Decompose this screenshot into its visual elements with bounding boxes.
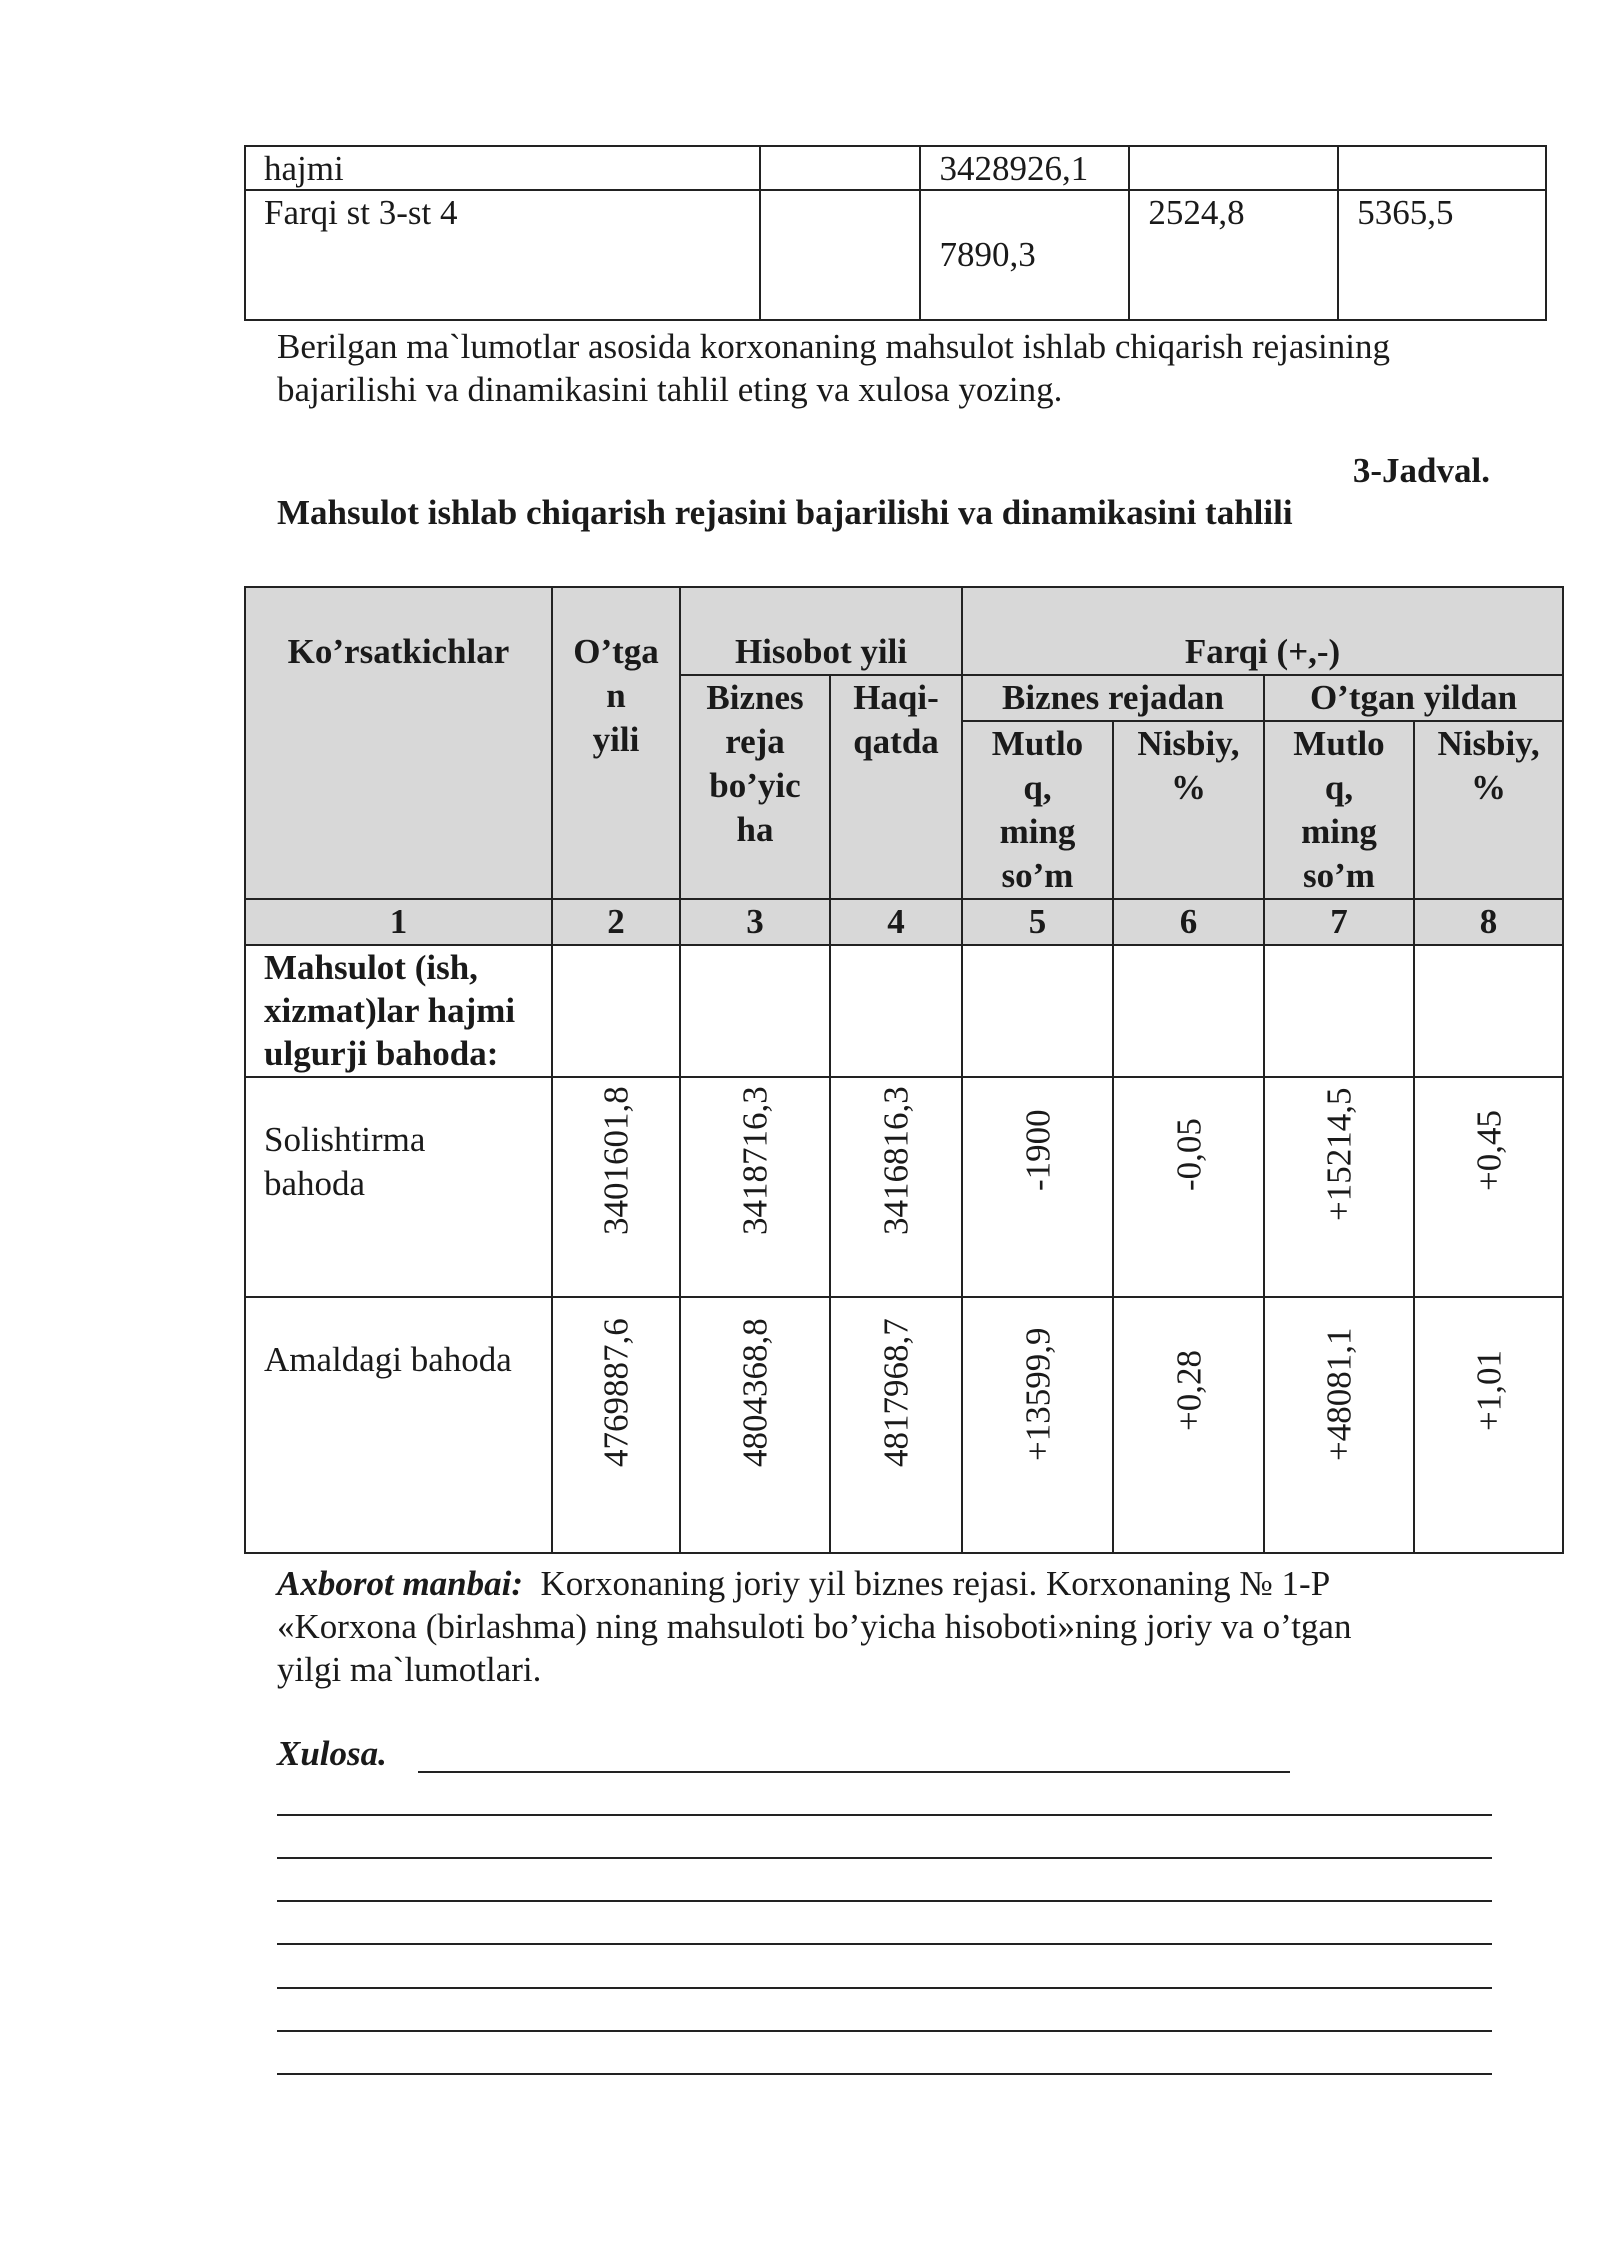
header-text-line: q, xyxy=(1023,768,1052,807)
table-row xyxy=(245,1297,1563,1553)
header-text-line: q, xyxy=(1324,768,1354,807)
value-cell xyxy=(1113,1077,1264,1297)
table-cell: 5365,5 xyxy=(1338,190,1546,320)
value-text: +0,45 xyxy=(1469,1110,1508,1191)
value-text: 3401601,8 xyxy=(596,1086,636,1235)
conclusion-line[interactable] xyxy=(277,1943,1492,1945)
table-title: Mahsulot ishlab chiqarish rejasini bajarilishi va dinamikasini tahlili xyxy=(277,493,1293,532)
conclusion-line[interactable] xyxy=(277,2073,1492,2075)
header-nisbiy xyxy=(1414,721,1563,899)
value-text: 3416816,3 xyxy=(876,1086,916,1235)
row-label-line: Solishtirma xyxy=(264,1120,426,1159)
header-text-line: bo’yic xyxy=(709,766,801,805)
value-cell xyxy=(1414,1297,1563,1553)
header-biznes-rejadan: Biznes rejadan xyxy=(962,675,1264,721)
header-text-line: Biznes xyxy=(706,678,804,717)
header-otgan-yili xyxy=(552,587,680,899)
table-label: 3-Jadval. xyxy=(1352,451,1490,490)
header-text-line: yili xyxy=(592,720,640,759)
table-cell xyxy=(552,945,680,1077)
value-cell xyxy=(1264,1077,1414,1297)
header-hisobot-yili: Hisobot yili xyxy=(680,587,962,675)
instruction-line: bajarilishi va dinamikasini tahlil eting va xulosa yozing. xyxy=(277,370,1063,409)
value-cell xyxy=(830,1077,962,1297)
table-cell xyxy=(1264,945,1414,1077)
conclusion-line[interactable] xyxy=(277,1814,1492,1816)
section-label-line: ulgurji bahoda: xyxy=(264,1034,499,1073)
instruction-paragraph xyxy=(277,325,1527,411)
header-text-line: Mutlo xyxy=(1293,724,1385,763)
header-text-line: Mutlo xyxy=(991,724,1084,763)
value-cell xyxy=(1414,1077,1563,1297)
header-nisbiy xyxy=(1113,721,1264,899)
header-text-line: O’tga xyxy=(573,632,659,671)
source-label: Axborot manbai: xyxy=(277,1564,524,1603)
header-haqiqatda xyxy=(830,675,962,899)
value-cell xyxy=(830,1297,962,1553)
header-text-line: reja xyxy=(725,722,785,761)
header-text-line: ming xyxy=(999,812,1076,851)
row-label-line: Amaldagi bahoda xyxy=(264,1340,512,1379)
header-otgan-yildan: O’tgan yildan xyxy=(1264,675,1563,721)
table-row xyxy=(245,146,1546,190)
section-label xyxy=(245,945,552,1077)
table-cell xyxy=(1129,146,1338,190)
table-cell: Farqi st 3-st 4 xyxy=(245,190,760,320)
table-cell: hajmi xyxy=(245,146,760,190)
table-cell xyxy=(680,945,830,1077)
table-cell xyxy=(760,146,921,190)
table-cell: 3428926,1 xyxy=(920,146,1129,190)
header-text-line: ming xyxy=(1301,812,1377,851)
row-label xyxy=(245,1077,552,1297)
conclusion-line[interactable] xyxy=(277,1900,1492,1902)
header-korsatkichlar: Ko’rsatkichlar xyxy=(245,587,552,899)
header-text-line: % xyxy=(1171,768,1206,807)
source-line: «Korxona (birlashma) ning mahsuloti bo’yicha hisoboti»ning joriy va o’tgan xyxy=(277,1607,1352,1646)
row-label xyxy=(245,1297,552,1553)
source-note xyxy=(277,1562,1557,1691)
table-cell: 7890,3 xyxy=(920,190,1129,320)
section-label-line: xizmat)lar hajmi xyxy=(264,991,516,1030)
table-cell xyxy=(1113,945,1264,1077)
value-cell xyxy=(1264,1297,1414,1553)
header-mutloq xyxy=(1264,721,1414,899)
table-cell xyxy=(1338,146,1546,190)
header-text-line: Nisbiy, xyxy=(1437,724,1540,763)
section-label-line: Mahsulot (ish, xyxy=(264,948,478,987)
column-number: 8 xyxy=(1414,899,1563,945)
value-text: 4769887,6 xyxy=(596,1318,636,1467)
header-text-line: qatda xyxy=(853,722,939,761)
source-text: Korxonaning joriy yil biznes rejasi. Korxonaning № 1-P xyxy=(540,1564,1331,1603)
conclusion-line[interactable] xyxy=(277,2030,1492,2032)
header-text-line: Haqi- xyxy=(853,678,939,717)
header-farqi: Farqi (+,-) xyxy=(962,587,1563,675)
header-text-line: % xyxy=(1471,768,1506,807)
value-cell xyxy=(962,1297,1113,1553)
source-line xyxy=(277,1562,1557,1605)
row-label-line: bahoda xyxy=(264,1164,366,1203)
table-cell xyxy=(1414,945,1563,1077)
conclusion-label: Xulosa. xyxy=(277,1734,387,1773)
header-text-line: Nisbiy, xyxy=(1137,724,1240,763)
value-text: +1,01 xyxy=(1469,1350,1508,1431)
value-cell xyxy=(552,1077,680,1297)
value-cell xyxy=(680,1077,830,1297)
table-row xyxy=(245,190,1546,320)
column-number: 5 xyxy=(962,899,1113,945)
column-number: 2 xyxy=(552,899,680,945)
value-text: -1900 xyxy=(1018,1109,1057,1191)
table-cell xyxy=(962,945,1113,1077)
value-cell xyxy=(552,1297,680,1553)
instruction-line: Berilgan ma`lumotlar asosida korxonaning mahsulot ishlab chiqarish rejasining xyxy=(277,327,1390,366)
table-cell: 2524,8 xyxy=(1129,190,1338,320)
value-text: 3418716,3 xyxy=(735,1086,775,1235)
section-row xyxy=(245,945,1563,1077)
value-cell xyxy=(1113,1297,1264,1553)
value-text: 4817968,7 xyxy=(876,1318,916,1467)
conclusion-line[interactable] xyxy=(277,1987,1492,1989)
header-text-line: n xyxy=(606,676,626,715)
column-number-row xyxy=(245,899,1563,945)
column-number: 7 xyxy=(1264,899,1414,945)
source-line: yilgi ma`lumotlari. xyxy=(277,1650,542,1689)
value-text: +0,28 xyxy=(1169,1350,1208,1431)
header-text-line: ha xyxy=(736,810,774,849)
table-cell xyxy=(830,945,962,1077)
value-cell xyxy=(680,1297,830,1553)
value-text: +15214,5 xyxy=(1319,1087,1359,1221)
table-row xyxy=(245,1077,1563,1297)
conclusion-line[interactable] xyxy=(277,1857,1492,1859)
header-row xyxy=(245,587,1563,675)
analysis-table xyxy=(244,586,1564,1554)
value-text: +48081,1 xyxy=(1319,1327,1359,1461)
conclusion-line[interactable] xyxy=(418,1771,1290,1773)
column-number: 6 xyxy=(1113,899,1264,945)
top-table xyxy=(244,145,1547,321)
header-biznes-reja xyxy=(680,675,830,899)
table-cell xyxy=(760,190,921,320)
header-text-line: so’m xyxy=(1303,856,1375,895)
value-text: +13599,9 xyxy=(1018,1327,1057,1461)
column-number: 4 xyxy=(830,899,962,945)
header-text-line: so’m xyxy=(1001,856,1074,895)
value-text: -0,05 xyxy=(1169,1118,1208,1191)
value-cell xyxy=(962,1077,1113,1297)
value-text: 4804368,8 xyxy=(735,1318,775,1467)
column-number: 1 xyxy=(245,899,552,945)
header-mutloq xyxy=(962,721,1113,899)
column-number: 3 xyxy=(680,899,830,945)
